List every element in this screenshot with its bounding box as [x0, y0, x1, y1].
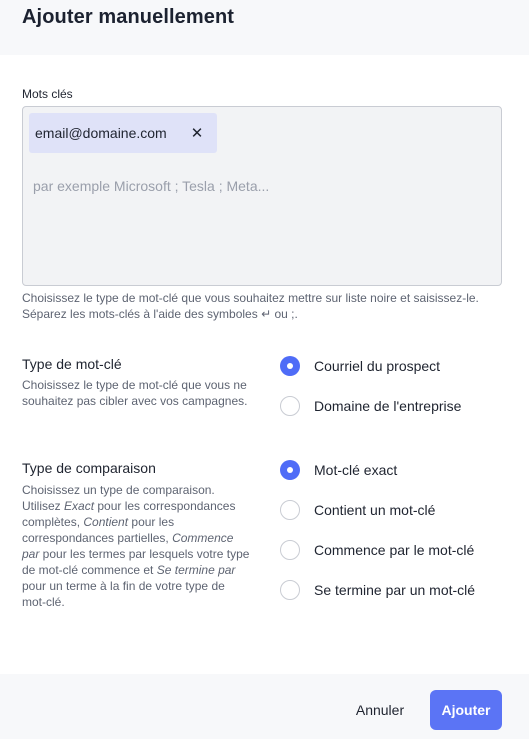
keywords-field[interactable] — [22, 106, 502, 286]
radio-company-domain[interactable] — [280, 396, 461, 416]
comparison-type-title: Type de comparaison — [22, 460, 156, 476]
keywords-label: Mots clés — [22, 87, 73, 101]
keyword-type-description: Choisissez le type de mot-clé que vous ne souhaitez pas cibler avec vos campagnes. — [22, 378, 248, 408]
add-button[interactable]: Ajouter — [430, 690, 502, 730]
radio-button[interactable] — [280, 540, 300, 560]
comparison-type-description: Choisissez un type de comparaison. Utilisez Exact pour les correspondances complètes, Contient pour les correspondances partielles, Commence par pour les termes par lesquels votre type de mot-clé commence et Se termine par pour un terme à la fin de votre type de mot-clé. — [22, 483, 250, 609]
radio-label: Commence par le mot-clé — [314, 542, 475, 558]
radio-contains-keyword[interactable] — [280, 500, 435, 520]
cancel-button[interactable]: Annuler — [340, 690, 420, 730]
keyword-chip-text: email@domaine.com — [35, 125, 167, 141]
radio-button[interactable] — [280, 580, 300, 600]
close-icon[interactable]: ✕ — [190, 125, 204, 142]
radio-button-checked[interactable] — [280, 356, 300, 376]
radio-exact-keyword[interactable] — [280, 460, 397, 480]
keywords-input[interactable] — [33, 175, 473, 197]
radio-prospect-email[interactable] — [280, 356, 440, 376]
dialog-title: Ajouter manuellement — [22, 6, 235, 28]
keyword-chip — [29, 113, 217, 153]
radio-starts-with-keyword[interactable] — [280, 540, 474, 560]
radio-ends-with-keyword[interactable] — [280, 580, 475, 600]
radio-label: Se termine par un mot-clé — [314, 582, 476, 598]
keyword-type-title: Type de mot-clé — [22, 356, 122, 372]
radio-button[interactable] — [280, 500, 300, 520]
radio-label: Contient un mot-clé — [314, 502, 436, 518]
radio-button[interactable] — [280, 396, 300, 416]
radio-label: Courriel du prospect — [314, 358, 441, 374]
radio-label: Mot-clé exact — [314, 462, 398, 478]
radio-label: Domaine de l'entreprise — [314, 398, 462, 414]
radio-button-checked[interactable] — [280, 460, 300, 480]
keywords-help: Choisissez le type de mot-clé que vous souhaitez mettre sur liste noire et saisissez-le. Séparez les mots-clés à l'aide des symboles ↵ ou ;. — [22, 291, 479, 321]
